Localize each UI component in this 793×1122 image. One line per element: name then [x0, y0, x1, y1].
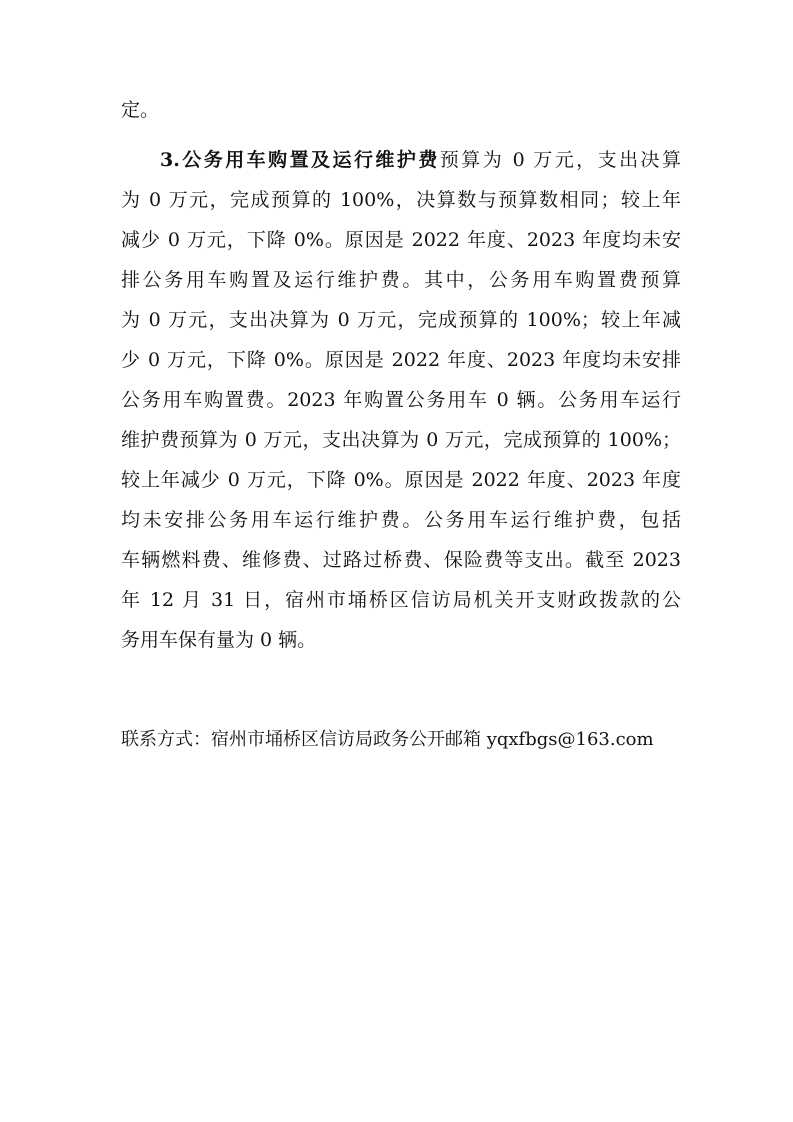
section-3-line-6: 公务用车购置费。2023 年购置公务用车 0 辆。公务用车运行 [121, 389, 681, 411]
section-3-line-9: 均未安排公务用车运行维护费。公务用车运行维护费，包括 [121, 509, 681, 531]
section-3-first-line [160, 140, 681, 180]
section-3-heading: 3.公务用车购置及运行维护费 [160, 149, 440, 171]
paragraph-continuation: 定。 [121, 99, 160, 121]
section-3-line-7: 维护费预算为 0 万元，支出决算为 0 万元，完成预算的 100%； [121, 429, 681, 451]
section-3-line-8: 较上年减少 0 万元，下降 0%。原因是 2022 年度、2023 年度 [121, 469, 681, 491]
section-3-line-2: 减少 0 万元，下降 0%。原因是 2022 年度、2023 年度均未安 [121, 229, 681, 251]
section-3-line-5: 少 0 万元，下降 0%。原因是 2022 年度、2023 年度均未安排 [121, 349, 681, 371]
section-3-line-10: 车辆燃料费、维修费、过路过桥费、保险费等支出。截至 2023 [121, 549, 681, 571]
section-3-line-11: 年 12 月 31 日，宿州市埇桥区信访局机关开支财政拨款的公 [121, 589, 681, 611]
contact-line: 联系方式：宿州市埇桥区信访局政务公开邮箱 yqxfbgs@163.com [121, 729, 654, 750]
section-3-line-1: 为 0 万元，完成预算的 100%，决算数与预算数相同；较上年 [121, 189, 681, 211]
section-3-line-4: 为 0 万元，支出决算为 0 万元，完成预算的 100%；较上年减 [121, 309, 681, 331]
section-3-line-3: 排公务用车购置及运行维护费。其中，公务用车购置费预算 [121, 269, 681, 291]
section-3-line-0: 预算为 0 万元，支出决算 [439, 149, 681, 171]
section-3-line-12: 务用车保有量为 0 辆。 [121, 629, 317, 651]
